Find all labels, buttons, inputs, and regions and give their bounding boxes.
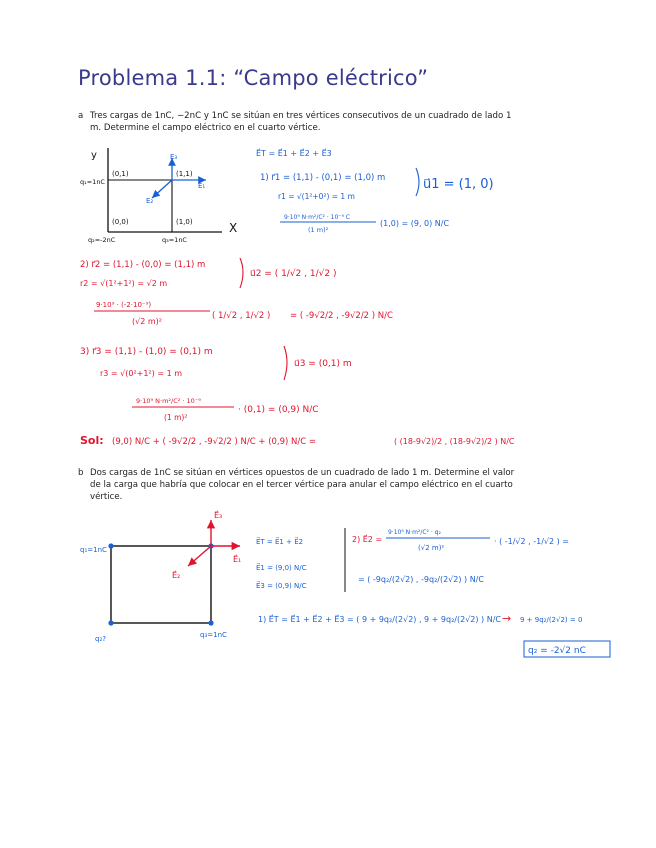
- b-e1-value: E⃗1 = (9,0) N/C: [256, 564, 307, 572]
- step2-modulus: r2 = √(1²+1²) = √2 m: [80, 279, 168, 288]
- b-e2-numerator: 9·10⁹ N·m²/C² · q₂: [388, 529, 441, 536]
- step2-unit-vector: u⃗2 = ( 1/√2 , 1/√2 ): [250, 269, 337, 279]
- charge-q3-label: q₃=1nC: [162, 236, 187, 244]
- brace-step2: [240, 258, 243, 288]
- diagram-a: [80, 148, 237, 244]
- field-e2-arrow: [152, 180, 172, 198]
- problem-b-line-1: Dos cargas de 1nC se sitúan en vértices opuestos de un cuadrado de lado 1 m. Determine el valor: [90, 468, 515, 478]
- problem-b-line-3: vértice.: [90, 492, 123, 502]
- work-b-left: [256, 537, 307, 590]
- b-null-condition: 9 + 9q₂/(2√2) = 0: [520, 616, 583, 624]
- b-implies-arrow: →: [502, 612, 512, 625]
- step1-field-denominator: (1 m)²: [308, 226, 329, 234]
- b-total-field: E⃗T = E⃗1 + E⃗2: [256, 538, 304, 546]
- charge-b-q1-label: q₁=1nC: [80, 546, 107, 554]
- coord-1-1: (1,1): [176, 170, 193, 178]
- diagram-b: [80, 510, 241, 643]
- problem-b-label: b: [78, 468, 84, 478]
- page-title: Problema 1.1: “Campo eléctrico”: [78, 66, 429, 90]
- step3-field-denominator: (1 m)²: [164, 413, 188, 422]
- vertex-q1-dot: [108, 543, 113, 548]
- work-a: [256, 148, 494, 234]
- b-e2-label: 2) E⃗2 =: [352, 535, 383, 544]
- b-e2-result: = ( -9q₂/(2√2) , -9q₂/(2√2) ) N/C: [358, 575, 484, 584]
- step1-r-vector: 1) r⃗1 = (1,1) - (0,1) = (1,0) m: [260, 173, 386, 183]
- step1-modulus: r1 = √(1²+0²) = 1 m: [278, 192, 355, 201]
- field-b-e3-label: E⃗₃: [214, 511, 223, 520]
- step1-field-numerator: 9·10⁹ N·m²/C² · 10⁻⁹ C: [284, 214, 350, 221]
- solution-label: Sol:: [80, 434, 104, 447]
- step3-modulus: r3 = √(0²+1²) = 1 m: [100, 369, 183, 378]
- total-field-sum: E⃗T = E⃗1 + E⃗2 + E⃗3: [256, 149, 332, 158]
- charge-b-q3-label: q₃=1nC: [200, 631, 227, 639]
- y-axis-label: y: [91, 150, 97, 161]
- problem-a-line-2: m. Determine el campo eléctrico en el cuarto vértice.: [90, 123, 321, 133]
- solution-expression: (9,0) N/C + ( -9√2/2 , -9√2/2 ) N/C + (0,9) N/C =: [112, 437, 317, 447]
- coord-1-0: (1,0): [176, 218, 193, 226]
- step3-r-vector: 3) r⃗3 = (1,1) - (1,0) = (0,1) m: [80, 347, 213, 357]
- coord-0-1: (0,1): [112, 170, 129, 178]
- problem-b-line-2: de la carga que habría que colocar en el tercer vértice para anular el campo eléctrico en el cuarto: [90, 480, 513, 490]
- work-a-red: [80, 258, 515, 447]
- step2-field-numerator: 9·10⁹ · (-2·10⁻⁹): [96, 301, 152, 309]
- field-b-e1-label: E⃗₁: [233, 555, 242, 564]
- problem-a-label: a: [78, 111, 84, 121]
- field-e1-label: E₁: [198, 182, 206, 190]
- step3-unit-vector: u⃗3 = (0,1) m: [294, 359, 352, 369]
- field-e2-label: E₂: [146, 197, 154, 205]
- charge-q2-label: q₂=-2nC: [88, 236, 116, 244]
- step2-field-denominator: (√2 m)²: [132, 317, 162, 326]
- x-axis-label: X: [229, 221, 238, 235]
- step3-field-numerator: 9·10⁹ N·m²/C² · 10⁻⁹: [136, 397, 201, 405]
- b-answer: q₂ = -2√2 nC: [528, 646, 586, 656]
- charge-q1-label: q₁=1nC: [80, 178, 105, 186]
- charge-b-q2-label: q₂?: [95, 635, 106, 643]
- work-b-right: [258, 529, 610, 657]
- b-e3-value: E⃗3 = (0,9) N/C: [256, 582, 307, 590]
- step2-field-vector: ( 1/√2 , 1/√2 ): [212, 311, 271, 321]
- field-b-e2-arrow: [188, 546, 211, 566]
- coord-0-0: (0,0): [112, 218, 129, 226]
- b-total-sum: 1) E⃗T = E⃗1 + E⃗2 + E⃗3 = ( 9 + 9q₂/(2√2) , 9 + 9q₂/(2√2) ) N/C: [258, 615, 501, 624]
- step1-field-result: (1,0) = (9, 0) N/C: [380, 219, 450, 228]
- solution-result: ( (18-9√2)/2 , (18-9√2)/2 ) N/C: [394, 437, 515, 446]
- vertex-q2-dot: [108, 620, 113, 625]
- b-e2-vector: · ( -1/√2 , -1/√2 ) =: [494, 537, 570, 546]
- step2-r-vector: 2) r⃗2 = (1,1) - (0,0) = (1,1) m: [80, 260, 206, 270]
- brace-step1: [416, 168, 419, 196]
- brace-step3: [284, 346, 287, 380]
- vertex-q3-dot: [208, 620, 213, 625]
- b-e2-denominator: (√2 m)²: [418, 544, 445, 552]
- square-b: [111, 546, 211, 623]
- step2-field-result: = ( -9√2/2 , -9√2/2 ) N/C: [290, 311, 393, 321]
- step3-field-result: · (0,1) = (0,9) N/C: [238, 405, 319, 415]
- field-b-e2-label: E⃗₂: [172, 571, 181, 580]
- problem-a-line-1: Tres cargas de 1nC, −2nC y 1nC se sitúan en tres vértices consecutivos de un cuadrado de lado 1: [90, 111, 512, 121]
- step1-unit-vector: u⃗1 = (1, 0): [423, 177, 494, 192]
- field-e3-label: E₃: [170, 153, 178, 161]
